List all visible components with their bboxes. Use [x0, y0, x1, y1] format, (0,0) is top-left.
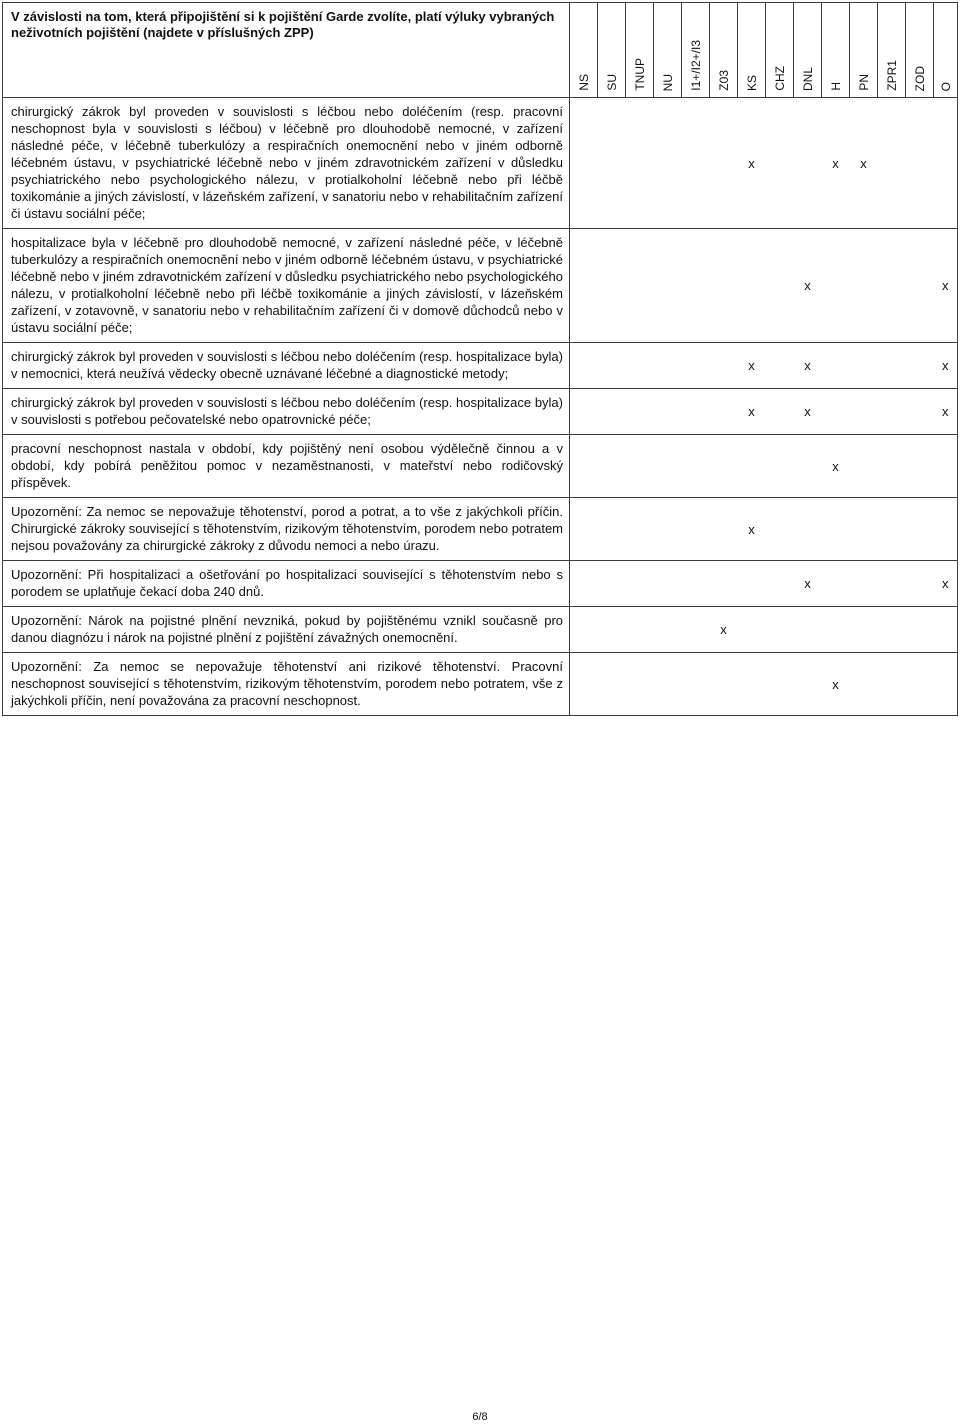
exclusion-mark	[850, 435, 878, 498]
exclusion-mark	[570, 343, 598, 389]
exclusion-mark	[626, 389, 654, 435]
table-row	[3, 435, 958, 498]
exclusion-mark	[598, 607, 626, 653]
column-header: TNUP	[626, 3, 654, 98]
header-row	[3, 3, 958, 98]
exclusion-mark	[850, 653, 878, 716]
exclusion-mark	[738, 229, 766, 343]
exclusion-mark	[654, 343, 682, 389]
column-header: Z03	[710, 3, 738, 98]
exclusion-mark	[906, 561, 934, 607]
exclusion-mark	[710, 343, 738, 389]
exclusion-text: Upozornění: Za nemoc se nepovažuje těhotenství, porod a potrat, a to vše z jakýchkoli příčin. Chirurgické zákroky související s těhotenstvím, rizikovým těhotenstvím, porodem nebo potratem nejsou považovány za chirurgické zákroky z důvodu nemoci a nebo úrazu.	[3, 498, 570, 561]
exclusion-mark	[794, 498, 822, 561]
exclusion-mark	[710, 498, 738, 561]
column-header: KS	[738, 3, 766, 98]
exclusion-mark	[710, 389, 738, 435]
exclusion-mark	[766, 343, 794, 389]
exclusion-mark	[654, 561, 682, 607]
exclusion-text: chirurgický zákrok byl proveden v souvislosti s léčbou nebo doléčením (resp. hospitalizace byla) v nemocnici, která neužívá vědecky obecně uznávané léčebné a diagnostické metody;	[3, 343, 570, 389]
exclusion-mark: x	[738, 98, 766, 229]
column-header: DNL	[794, 3, 822, 98]
exclusion-mark: x	[850, 98, 878, 229]
exclusion-mark	[766, 98, 794, 229]
exclusion-mark	[710, 561, 738, 607]
exclusion-mark	[794, 98, 822, 229]
exclusion-mark	[710, 653, 738, 716]
exclusion-mark	[598, 343, 626, 389]
exclusion-mark	[878, 561, 906, 607]
exclusion-mark	[626, 561, 654, 607]
exclusion-mark	[682, 389, 710, 435]
exclusion-mark	[738, 653, 766, 716]
exclusion-mark	[710, 98, 738, 229]
exclusion-mark: x	[934, 389, 958, 435]
exclusion-mark: x	[794, 561, 822, 607]
exclusion-mark	[626, 229, 654, 343]
exclusion-mark	[878, 343, 906, 389]
exclusion-mark: x	[794, 389, 822, 435]
exclusion-mark	[878, 389, 906, 435]
exclusion-mark: x	[934, 561, 958, 607]
exclusion-mark	[654, 653, 682, 716]
exclusion-mark	[878, 607, 906, 653]
exclusion-mark: x	[934, 229, 958, 343]
exclusion-mark	[738, 607, 766, 653]
exclusion-mark: x	[738, 389, 766, 435]
exclusion-mark	[570, 98, 598, 229]
table-row	[3, 561, 958, 607]
exclusion-mark	[626, 98, 654, 229]
exclusion-mark	[766, 435, 794, 498]
column-header: ZPR1	[878, 3, 906, 98]
exclusion-mark	[766, 653, 794, 716]
exclusion-mark	[878, 653, 906, 716]
exclusion-text: Upozornění: Za nemoc se nepovažuje těhotenství ani rizikové těhotenství. Pracovní neschopnost související s těhotenstvím, rizikovým těhotenstvím, porodem nebo potratem, vše z jakýchkoli příčin, není považována za pracovní neschopnost.	[3, 653, 570, 716]
exclusion-mark: x	[822, 435, 850, 498]
exclusion-text: pracovní neschopnost nastala v období, kdy pojištěný není osobou výdělečně činnou a v období, kdy pobírá peněžitou pomoc v nezaměstnanosti, v mateřství nebo rodičovský příspěvek.	[3, 435, 570, 498]
exclusion-mark	[934, 498, 958, 561]
exclusion-mark	[626, 653, 654, 716]
exclusion-mark	[906, 607, 934, 653]
exclusion-text: Upozornění: Nárok na pojistné plnění nevzniká, pokud by pojištěnému vznikl současně pro danou diagnózu i nárok na pojistné plnění z pojištění závažných onemocnění.	[3, 607, 570, 653]
exclusion-mark	[766, 561, 794, 607]
exclusion-mark	[934, 98, 958, 229]
exclusion-mark	[682, 98, 710, 229]
exclusion-text: hospitalizace byla v léčebně pro dlouhodobě nemocné, v zařízení následné péče, v léčebně tuberkulózy a respiračních onemocnění nebo v jiném odborně léčebném ústavu, v psychiatrické léčebně nebo v jiném zdravotnickém zařízení v důsledku psychiatrického nebo psychologického nálezu, v protialkoholní léčebně nebo při léčbě toxikománie a jiných závislostí, v lázeňském zařízení, v zotavovně, v sanatoriu nebo v rehabilitačním zařízení či v domově důchodců nebo v ústavu sociální péče;	[3, 229, 570, 343]
exclusion-mark	[598, 653, 626, 716]
exclusion-mark: x	[794, 229, 822, 343]
exclusion-mark	[766, 389, 794, 435]
exclusion-mark	[906, 389, 934, 435]
exclusion-mark	[570, 607, 598, 653]
table-title: V závislosti na tom, která připojištění si k pojištění Garde zvolíte, platí výluky vybraných neživotních pojištění (najdete v příslušných ZPP)	[3, 3, 570, 98]
exclusion-mark	[822, 561, 850, 607]
exclusion-mark	[598, 389, 626, 435]
exclusion-mark	[766, 229, 794, 343]
exclusion-mark	[654, 607, 682, 653]
exclusion-mark	[906, 435, 934, 498]
exclusion-mark	[598, 561, 626, 607]
exclusion-mark	[850, 389, 878, 435]
exclusion-mark	[570, 435, 598, 498]
exclusion-mark: x	[822, 98, 850, 229]
column-header: O	[934, 3, 958, 98]
exclusion-mark	[794, 435, 822, 498]
exclusion-mark	[822, 389, 850, 435]
exclusion-mark	[570, 561, 598, 607]
table-row	[3, 607, 958, 653]
exclusion-mark	[794, 607, 822, 653]
exclusion-mark	[850, 561, 878, 607]
exclusion-mark	[682, 561, 710, 607]
exclusion-mark	[934, 607, 958, 653]
column-header: H	[822, 3, 850, 98]
exclusion-mark	[682, 653, 710, 716]
exclusion-mark	[570, 229, 598, 343]
table-row	[3, 98, 958, 229]
table-row	[3, 343, 958, 389]
exclusion-text: chirurgický zákrok byl proveden v souvislosti s léčbou nebo doléčením (resp. pracovní neschopnost byla v souvislosti s léčbou) v léčebně pro dlouhodobě nemocné, v zařízení následné péče, v léčebně tuberkulózy a respiračních onemocnění nebo v jiném odborně léčebném ústavu, v psychiatrické léčebně nebo v jiném zdravotnickém zařízení v důsledku psychiatrického nebo psychologického nálezu, v protialkoholní léčebně nebo při léčbě toxikománie a jiných závislostí, v lázeňském zařízení, v sanatoriu nebo v rehabilitačním zařízení či ústavu sociální péče;	[3, 98, 570, 229]
exclusion-text: Upozornění: Při hospitalizaci a ošetřování po hospitalizaci související s těhotenstvím nebo s porodem se uplatňuje čekací doba 240 dnů.	[3, 561, 570, 607]
column-header: CHZ	[766, 3, 794, 98]
table-row	[3, 498, 958, 561]
exclusion-mark	[850, 607, 878, 653]
exclusion-mark	[570, 653, 598, 716]
exclusion-mark: x	[794, 343, 822, 389]
table-row	[3, 229, 958, 343]
exclusion-mark	[654, 98, 682, 229]
exclusions-table	[2, 2, 958, 716]
exclusion-mark	[598, 229, 626, 343]
exclusion-mark	[906, 343, 934, 389]
exclusion-mark	[682, 229, 710, 343]
exclusion-mark	[654, 229, 682, 343]
exclusion-text: chirurgický zákrok byl proveden v souvislosti s léčbou nebo doléčením (resp. hospitalizace byla) v souvislosti s potřebou pečovatelské nebo opatrovnické péče;	[3, 389, 570, 435]
exclusion-mark	[934, 435, 958, 498]
exclusion-mark	[906, 229, 934, 343]
exclusion-mark	[598, 498, 626, 561]
exclusion-mark	[766, 498, 794, 561]
exclusion-mark	[878, 98, 906, 229]
exclusion-mark	[878, 435, 906, 498]
exclusion-mark	[878, 229, 906, 343]
exclusion-mark: x	[738, 343, 766, 389]
exclusion-mark	[682, 607, 710, 653]
exclusion-mark	[822, 607, 850, 653]
exclusion-mark	[822, 498, 850, 561]
exclusion-mark	[906, 498, 934, 561]
exclusion-mark	[766, 607, 794, 653]
exclusion-mark	[850, 498, 878, 561]
exclusion-mark	[654, 389, 682, 435]
column-header: ZOD	[906, 3, 934, 98]
table-row	[3, 653, 958, 716]
page-number: 6/8	[472, 1411, 488, 1423]
column-header: NS	[570, 3, 598, 98]
exclusion-mark	[654, 435, 682, 498]
exclusion-mark	[598, 435, 626, 498]
exclusion-mark: x	[710, 607, 738, 653]
exclusion-mark	[738, 561, 766, 607]
column-header: NU	[654, 3, 682, 98]
exclusion-mark	[906, 98, 934, 229]
exclusion-mark	[710, 229, 738, 343]
exclusion-mark	[682, 435, 710, 498]
exclusion-mark	[934, 653, 958, 716]
exclusion-mark	[850, 343, 878, 389]
exclusion-mark	[626, 498, 654, 561]
exclusion-mark	[794, 653, 822, 716]
exclusion-mark: x	[738, 498, 766, 561]
exclusion-mark	[710, 435, 738, 498]
exclusion-mark	[822, 343, 850, 389]
exclusion-mark	[850, 229, 878, 343]
exclusion-mark: x	[822, 653, 850, 716]
exclusion-mark	[570, 389, 598, 435]
exclusion-mark	[738, 435, 766, 498]
exclusion-mark	[654, 498, 682, 561]
column-header: I1+/I2+/I3	[682, 3, 710, 98]
exclusion-mark	[906, 653, 934, 716]
exclusion-mark: x	[934, 343, 958, 389]
exclusion-mark	[682, 498, 710, 561]
column-header: SU	[598, 3, 626, 98]
exclusion-mark	[682, 343, 710, 389]
exclusion-mark	[626, 435, 654, 498]
exclusion-mark	[626, 607, 654, 653]
column-header: PN	[850, 3, 878, 98]
exclusion-mark	[822, 229, 850, 343]
table-row	[3, 389, 958, 435]
exclusion-mark	[626, 343, 654, 389]
exclusion-mark	[570, 498, 598, 561]
exclusion-mark	[878, 498, 906, 561]
exclusion-mark	[598, 98, 626, 229]
